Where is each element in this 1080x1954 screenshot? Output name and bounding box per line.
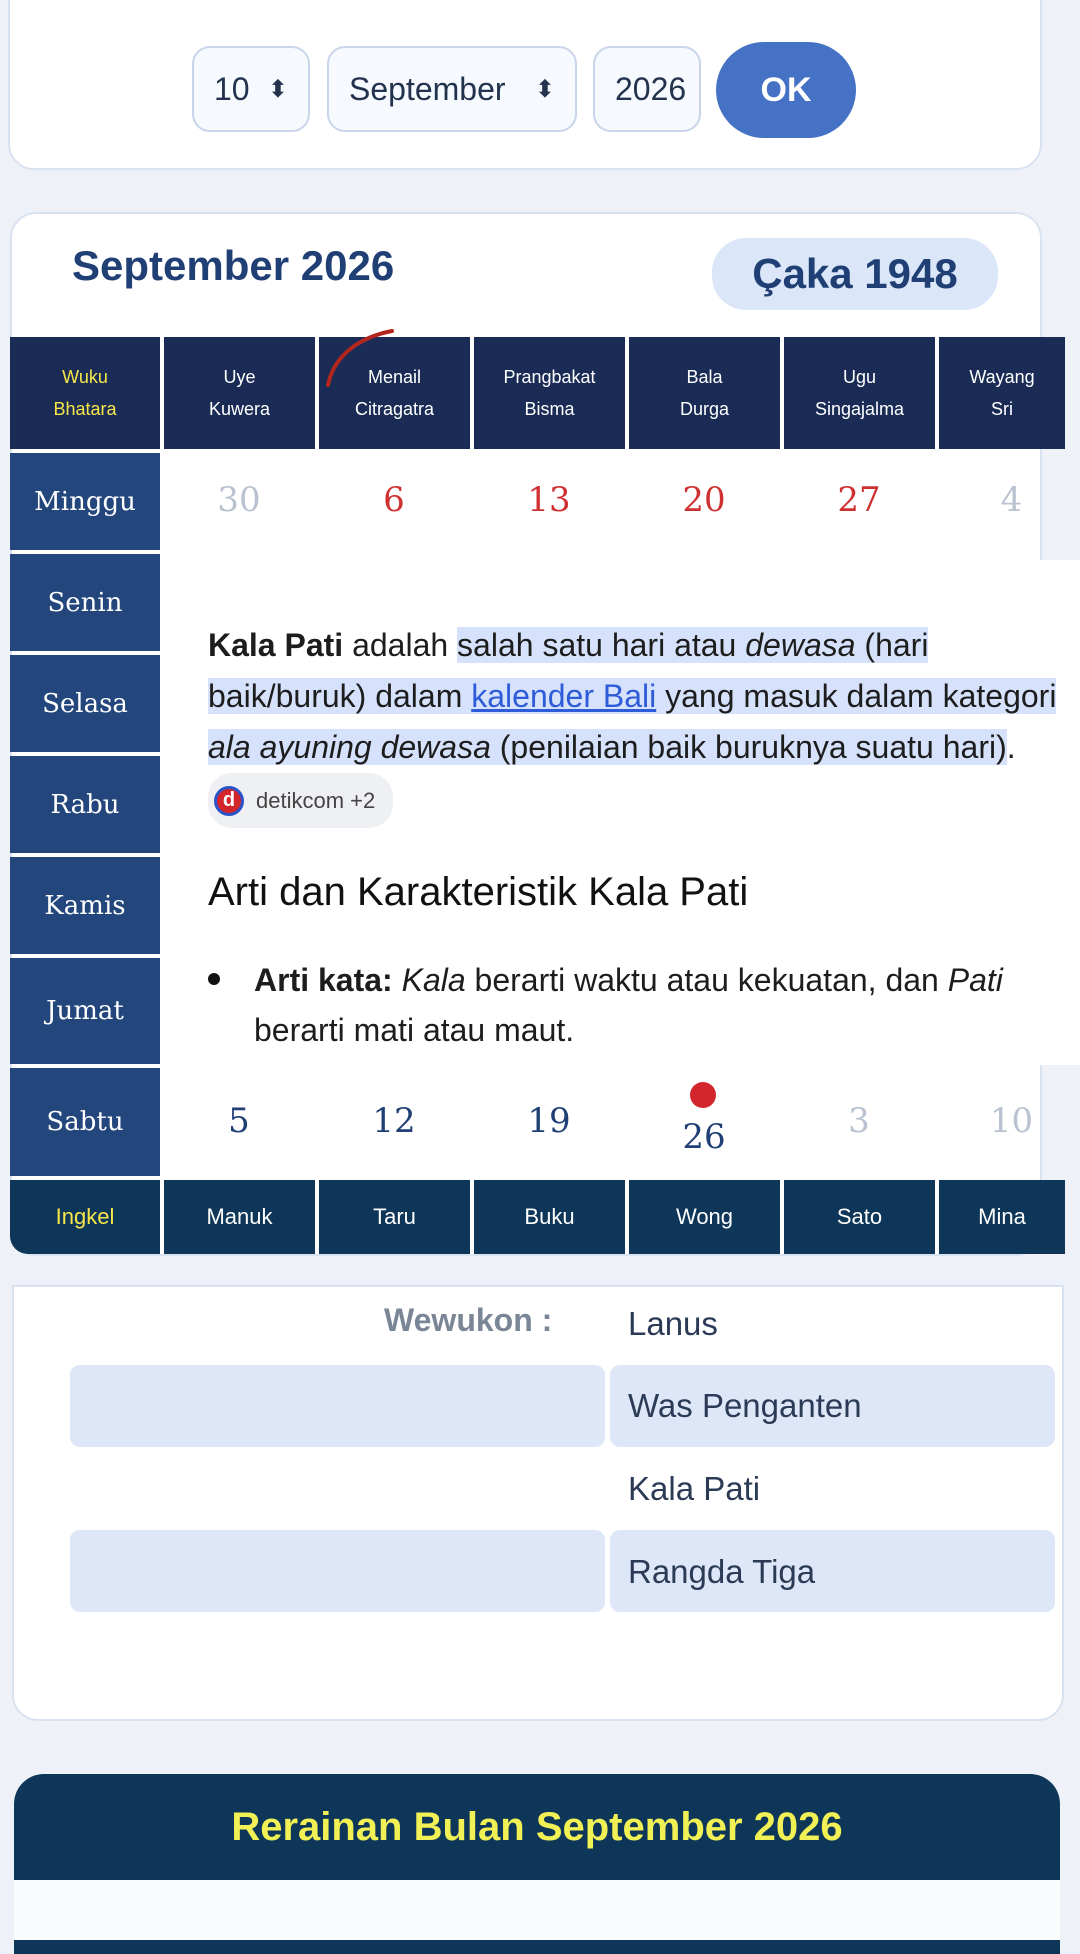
date-cell[interactable]: 6 <box>383 480 405 520</box>
wewukon-item: Rangda Tiga <box>628 1553 816 1590</box>
header-line1: Menail <box>367 367 422 387</box>
footer-cell: Wong <box>629 1180 780 1254</box>
footer-cell: Taru <box>319 1180 470 1254</box>
header-cell <box>939 337 1065 449</box>
text-span: yang masuk dalam kategori <box>656 678 1057 714</box>
header-cell <box>164 337 315 449</box>
wewukon-item: Lanus <box>628 1305 718 1342</box>
day-cell-minggu: Minggu <box>10 453 160 550</box>
text-span: (penilaian baik buruknya suatu hari) <box>490 729 1007 765</box>
footer-cell: Manuk <box>164 1180 315 1254</box>
event-dot-icon <box>690 1082 716 1108</box>
rerainan-title: Rerainan Bulan September 2026 <box>231 1805 843 1849</box>
year-input[interactable] <box>593 46 701 132</box>
bullet-bold: Arti kata: <box>254 962 393 998</box>
header-line1: Wayang <box>969 367 1035 387</box>
wewukon-card <box>12 1285 1064 1721</box>
section-heading: Arti dan Karakteristik Kala Pati <box>208 870 749 914</box>
footer-cell: Sato <box>784 1180 935 1254</box>
source-chip[interactable] <box>208 773 393 828</box>
day-cell-senin: Senin <box>10 554 160 651</box>
date-cell[interactable]: 4 <box>1000 480 1023 520</box>
ok-button[interactable]: OK <box>716 42 856 138</box>
footer-cell: Mina <box>939 1180 1065 1254</box>
date-cell[interactable]: 5 <box>228 1101 250 1141</box>
date-cell[interactable]: 12 <box>372 1101 416 1141</box>
footer-cell: Buku <box>474 1180 625 1254</box>
chevron-updown-icon: ⬍ <box>534 75 555 103</box>
term-bold: Kala Pati <box>208 627 344 663</box>
header-line2: Citragatra <box>354 399 435 419</box>
header-line1: Uye <box>223 367 256 387</box>
footer-cell-ingkel: Ingkel <box>10 1180 160 1254</box>
wewukon-label: Wewukon : <box>384 1302 553 1338</box>
definition-paragraph <box>208 620 1068 828</box>
wewukon-row-bg <box>70 1530 605 1612</box>
detikcom-icon: d <box>214 786 244 816</box>
month-title: September 2026 <box>72 242 395 289</box>
date-cell[interactable]: 10 <box>989 1101 1034 1141</box>
day-cell-rabu: Rabu <box>10 756 160 853</box>
date-cell[interactable]: 13 <box>527 480 571 520</box>
italic-span: ala ayuning dewasa <box>208 729 491 765</box>
day-cell-jumat: Jumat <box>10 958 160 1064</box>
header-cell <box>474 337 625 449</box>
header-line2: Bhatara <box>53 399 117 419</box>
wewukon-item: Was Penganten <box>628 1387 862 1424</box>
header-cell <box>784 337 935 449</box>
text-span: berarti mati atau maut. <box>254 1012 575 1048</box>
header-line2: Singajalma <box>814 399 905 419</box>
header-line2: Sri <box>991 399 1013 419</box>
kalender-bali-link[interactable]: kalender Bali <box>471 678 657 714</box>
month-select-value: September <box>349 70 506 107</box>
year-input-value: 2026 <box>615 70 687 107</box>
text-span: berarti waktu atau kekuatan, dan <box>465 962 948 998</box>
italic-span: Kala <box>401 962 466 998</box>
date-cell-selected[interactable]: 26 <box>682 1117 726 1157</box>
header-line2: Durga <box>679 399 730 419</box>
italic-span: Pati <box>947 962 1003 998</box>
header-cell-wuku <box>10 337 160 449</box>
text-span: salah satu hari atau <box>457 627 746 663</box>
header-cell <box>629 337 780 449</box>
day-cell-selasa: Selasa <box>10 655 160 752</box>
header-line1: Bala <box>686 367 723 387</box>
text-span: . <box>1006 729 1016 765</box>
text-span: (hari baik/buruk) dalam <box>208 627 929 714</box>
date-cell[interactable]: 30 <box>217 480 261 520</box>
header-line1: Wuku <box>62 367 108 387</box>
chevron-updown-icon: ⬍ <box>267 75 288 103</box>
day-select[interactable] <box>192 46 310 132</box>
date-cell[interactable]: 19 <box>527 1101 571 1141</box>
italic-span: dewasa <box>745 627 856 663</box>
date-cell[interactable]: 20 <box>682 480 726 520</box>
bullet-icon <box>208 973 220 985</box>
caka-year-badge: Çaka 1948 <box>712 238 998 310</box>
text-span: adalah <box>343 627 458 663</box>
rerainan-body <box>14 1880 1060 1940</box>
month-select[interactable] <box>327 46 577 132</box>
header-line2: Kuwera <box>208 399 271 419</box>
wewukon-item: Kala Pati <box>628 1470 761 1507</box>
date-cell[interactable]: 3 <box>848 1101 870 1141</box>
bullet-item <box>208 955 1068 1055</box>
bullet-text <box>254 955 1068 1055</box>
date-cell[interactable]: 27 <box>837 480 881 520</box>
header-line1: Ugu <box>842 367 877 387</box>
source-chip-label: detikcom +2 <box>256 788 376 814</box>
header-line1: Prangbakat <box>503 367 596 387</box>
pen-stroke-icon <box>320 325 395 390</box>
header-line2: Bisma <box>524 399 575 419</box>
text-overlay <box>160 560 1080 1065</box>
day-cell-sabtu: Sabtu <box>10 1068 160 1176</box>
day-cell-kamis: Kamis <box>10 857 160 954</box>
day-select-value: 10 <box>214 70 250 107</box>
wewukon-row-bg <box>70 1365 605 1447</box>
